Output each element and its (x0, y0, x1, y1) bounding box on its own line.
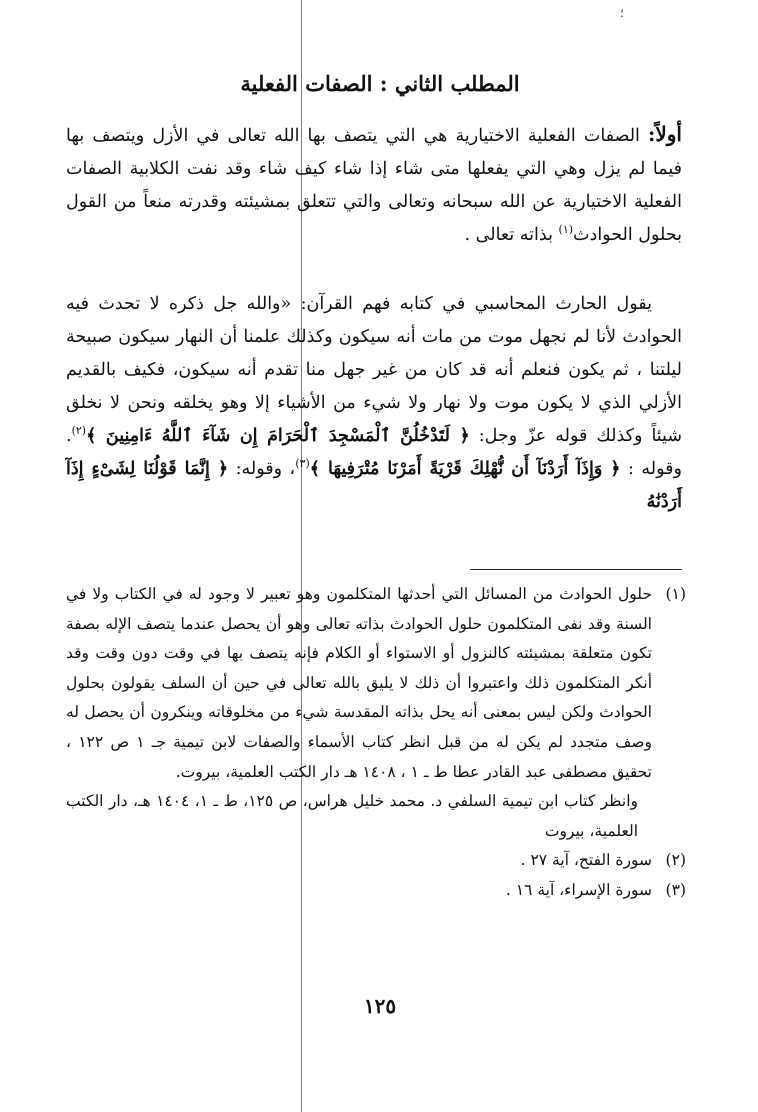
paragraph-lead-word: أولاً: (647, 122, 682, 146)
paragraph-intro-text: الصفات الفعلية الاختيارية هي التي يتصف بها الله تعالى في الأزل ويتصف بها فيما لم يزل وهي التي يفعلها متى شاء إذا شاء كيف شاء وقد نفت الكلابية الصفات الفعلية الاختيارية عن الله سبحانه وتعالى والتي تتعلق بمشيئته وقدرته منعاً من القول بحلول الحوادث (66, 126, 682, 245)
paragraph-intro (66, 118, 682, 252)
footnote-1 (66, 580, 686, 787)
paragraph-quote-connector-2: ، وقوله: (228, 459, 296, 479)
quran-verse-2: ﴿ وَإِذَآ أَرَدْنَآ أَن نُّهْلِكَ قَرْيَةً أَمَرْنَا مُتْرَفِيهَا ﴾ (309, 459, 621, 479)
footnote-ref-3[interactable]: (٣) (295, 457, 310, 471)
page-number: ١٢٥ (363, 994, 397, 1018)
footnote-number: (١) (665, 585, 686, 603)
paragraph-intro-tail: بذاته تعالى . (464, 225, 559, 245)
quran-verse-3: ﴿ إِنَّمَا قَوْلُنَا لِشَىْءٍ إِذَآ أَرَدْنَٰهُ (66, 459, 682, 512)
footnote-3 (66, 876, 686, 906)
footnote-ref-2[interactable]: (٢) (71, 424, 87, 438)
footnote-text: سورة الفتح، آية ٢٧ . (520, 851, 652, 870)
footnotes-section (66, 580, 686, 906)
section-title: المطلب الثاني : الصفات الفعلية (240, 71, 520, 96)
footnote-1-continuation: وانظر كتاب ابن تيمية السلفي د. محمد خليل هراس، ص ١٢٥، ط ـ ١، ١٤٠٤ هـ، دار الكتب العلمية، بيروت (66, 792, 638, 840)
paragraph-quote-text: يقول الحارث المحاسبي في كتابه فهم القرآن: «والله جل ذكره لا تحدث فيه الحوادث لأنا لم نجهل موت من مات أنه سيكون وكذلك علمنا أن النهار سيكون صبيحة ليلتنا ، ثم يكون فنعلم أنه قد كان من غير جهل منا تقدم أنه سيكون، فكيف بالقديم الأزلي الذي لا يكون موت ولا نهار ولا شيء من الأشياء إلا وهو يخلقه ونحن لا نخلق شيئاً وكذلك قوله عزّ وجل: (66, 294, 682, 446)
footnote-number: (٣) (665, 880, 686, 899)
footnote-separator (470, 569, 682, 570)
corner-mark: ؛ (620, 6, 624, 20)
footnote-2 (66, 846, 686, 876)
paragraph-quote (66, 288, 682, 519)
footnote-text: سورة الإسراء، آية ١٦ . (505, 880, 652, 899)
footnote-number: (٢) (665, 851, 686, 870)
quran-verse-1: ﴿ لَتَدْخُلُنَّ ٱلْمَسْجِدَ ٱلْحَرَامَ إِن شَآءَ ٱللَّهُ ءَامِنِينَ ﴾ (86, 426, 470, 446)
footnote-ref-1[interactable]: (١) (558, 223, 574, 237)
footnote-text: حلول الحوادث من المسائل التي أحدثها المتكلمون وهو تعبير لا وجود له في الكتاب ولا في السنة وقد نفى المتكلمون حلول الحوادث بذاته تعالى وهو أن يحصل عندما يتصف الإله بصفة تكون متعلقة بمشيئته كالنزول أو الاستواء أو الكلام فإنه يتصف بها في وقت دون وقت وقد أنكر المتكلمون ذلك واعتبروا أن ذلك لا يليق بالله تعالى في حين أن السلف يقولون بحلول الحوادث ولكن ليس بمعنى أنه يحل بذاته المقدسة شيء من مخلوقاته وينكرون أن يحصل له وصف متجدد لم يكن له من قبل انظر كتاب الأسماء والصفات لابن تيمية جـ ١ ص ١٢٢ ، تحقيق مصطفى عبد القادر عطا ط ـ ١ ، ١٤٠٨ هـ دار الكتب العلمية، بيروت. (66, 585, 653, 781)
paragraph-quote-connector: . وقوله : (66, 426, 682, 479)
